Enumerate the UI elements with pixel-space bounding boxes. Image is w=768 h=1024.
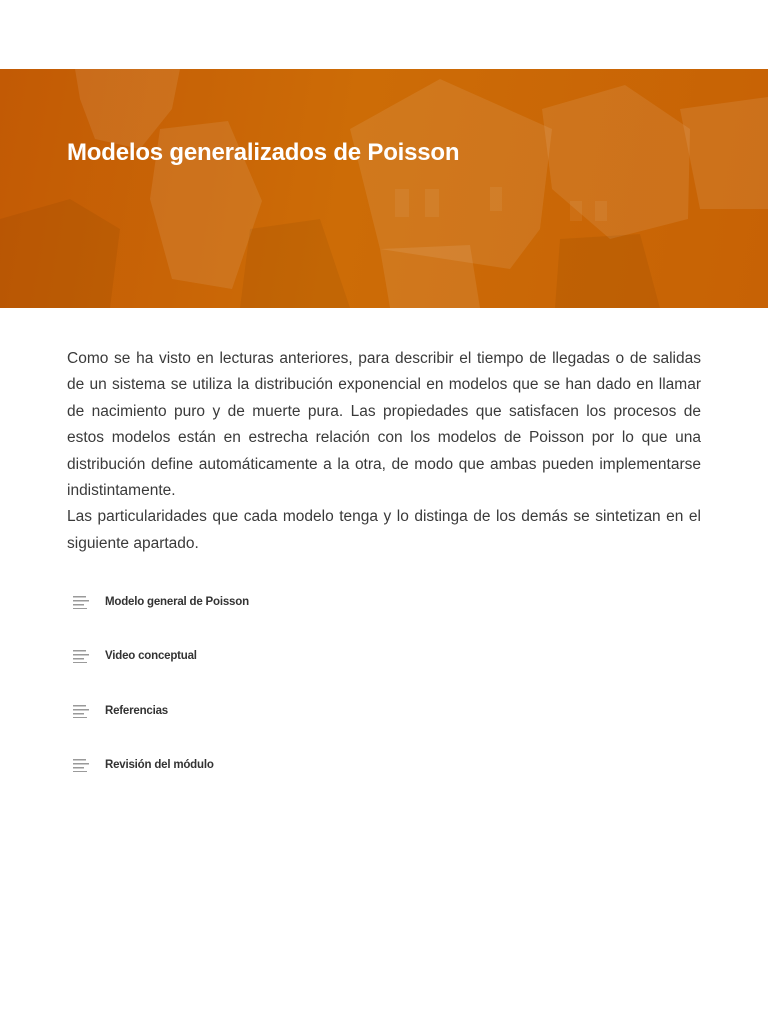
toc-item-referencias[interactable] xyxy=(72,697,472,724)
table-of-contents xyxy=(72,588,472,806)
toc-item-revision-modulo[interactable] xyxy=(72,752,472,779)
text-lines-icon xyxy=(72,595,90,609)
decorative-houses-background xyxy=(0,69,768,308)
toc-item-modelo-general[interactable] xyxy=(72,588,472,615)
toc-item-label: Modelo general de Poisson xyxy=(105,595,249,608)
hero-banner xyxy=(0,69,768,308)
page-title: Modelos generalizados de Poisson xyxy=(67,139,460,166)
toc-item-video-conceptual[interactable] xyxy=(72,643,472,670)
intro-paragraph: Como se ha visto en lecturas anteriores, para describir el tiempo de llegadas o de salidas de un sistema se utiliza la distribución exponencial en modelos que se han dado en llamar de nacimiento puro y de muerte pura. Las propiedades que satisfacen los procesos de estos modelos están en estrecha relación con los modelos de Poisson por lo que una distribución define automáticamente a la otra, de modo que ambas pueden implementarse indistintamente. xyxy=(67,350,701,500)
toc-item-label: Referencias xyxy=(105,704,169,717)
text-lines-icon xyxy=(72,758,90,772)
toc-item-label: Revisión del módulo xyxy=(105,759,214,771)
intro-paragraph: Las particularidades que cada modelo tenga y lo distinga de los demás se sintetizan en el siguiente apartado. xyxy=(67,508,701,552)
intro-text xyxy=(67,346,701,557)
text-lines-icon xyxy=(72,704,90,718)
text-lines-icon xyxy=(72,649,90,663)
toc-item-label: Video conceptual xyxy=(105,650,197,662)
